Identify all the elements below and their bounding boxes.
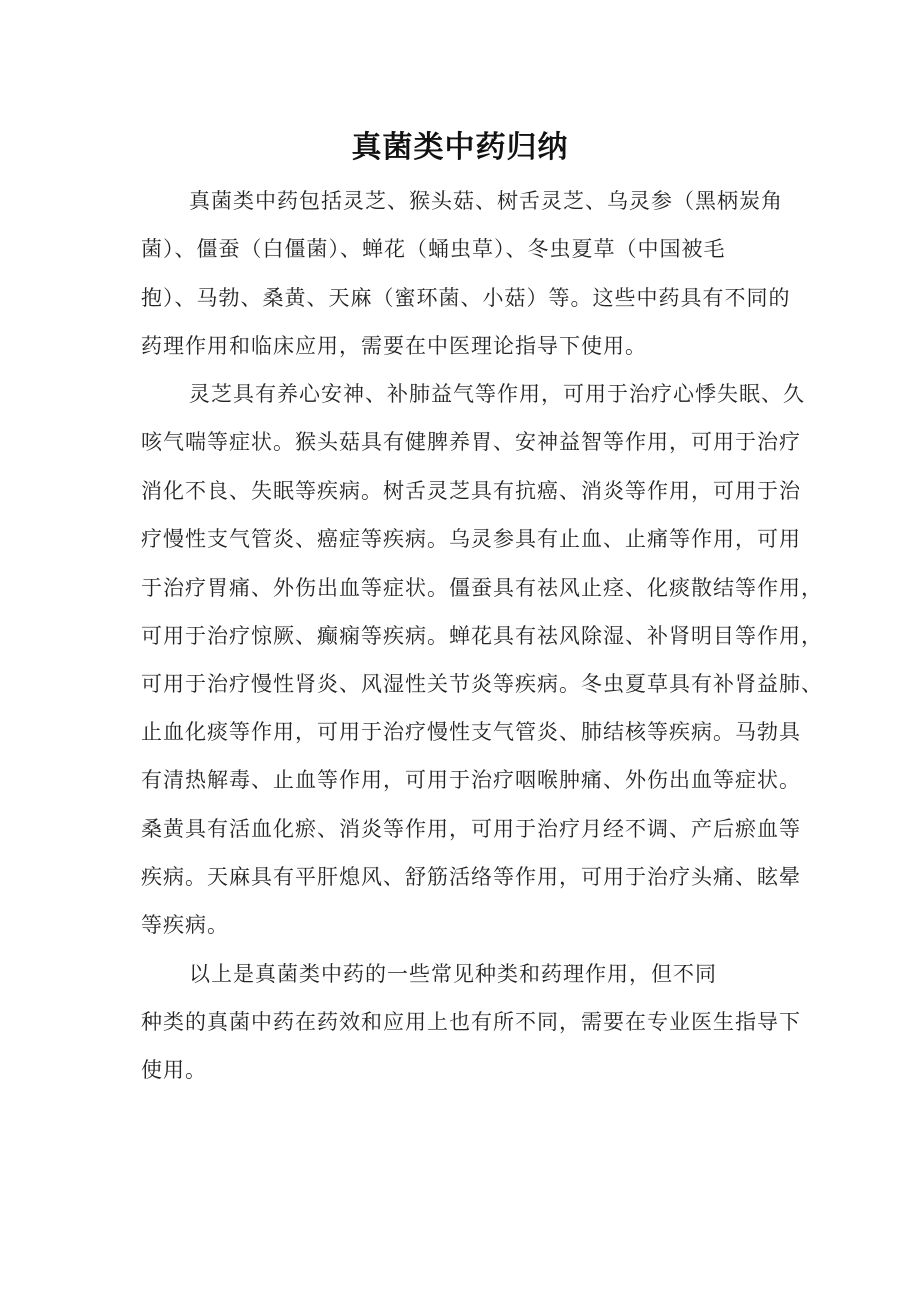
- paragraph-line: 桑黄具有活血化瘀、消炎等作用，可用于治疗月经不调、产后瘀血等: [141, 817, 801, 841]
- paragraph-line: 可用于治疗慢性肾炎、风湿性关节炎等疾病。冬虫夏草具有补肾益肺、: [141, 672, 823, 696]
- paragraph-line: 真菌类中药包括灵芝、猴头菇、树舌灵芝、乌灵参（黑柄炭角: [189, 189, 783, 213]
- paragraph-line: 于治疗胃痛、外伤出血等症状。僵蚕具有祛风止痉、化痰散结等作用，: [141, 576, 823, 600]
- paragraph-line: 有清热解毒、止血等作用，可用于治疗咽喉肿痛、外伤出血等症状。: [141, 768, 801, 792]
- paragraph-line: 消化不良、失眠等疾病。树舌灵芝具有抗癌、消炎等作用，可用于治: [141, 479, 801, 503]
- paragraph-line: 使用。: [141, 1058, 207, 1082]
- paragraph-line: 疾病。天麻具有平肝熄风、舒筋活络等作用，可用于治疗头痛、眩晕: [141, 865, 801, 889]
- paragraph-line: 止血化痰等作用，可用于治疗慢性支气管炎、肺结核等疾病。马勃具: [141, 720, 801, 744]
- document-title: 真菌类中药归纳: [351, 130, 569, 165]
- paragraph-line: 药理作用和临床应用，需要在中医理论指导下使用。: [141, 334, 647, 358]
- paragraph-line: 菌）、僵蚕（白僵菌）、蝉花（蛹虫草）、冬虫夏草（中国被毛: [141, 237, 726, 261]
- paragraph-line: 灵芝具有养心安神、补肺益气等作用，可用于治疗心悸失眠、久: [189, 382, 805, 406]
- paragraph-line: 咳气喘等症状。猴头菇具有健脾养胃、安神益智等作用，可用于治疗: [141, 430, 801, 454]
- paragraph-line: 以上是真菌类中药的一些常见种类和药理作用，但不同: [189, 962, 717, 986]
- paragraph-line: 疗慢性支气管炎、癌症等疾病。乌灵参具有止血、止痛等作用，可用: [141, 527, 801, 551]
- paragraph-line: 抱）、马勃、桑黄、天麻（蜜环菌、小菇）等。这些中药具有不同的: [141, 286, 791, 310]
- paragraph-line: 可用于治疗惊厥、癫痫等疾病。蝉花具有祛风除湿、补肾明目等作用，: [141, 624, 823, 648]
- paragraph-line: 等疾病。: [141, 913, 229, 937]
- paragraph-line: 种类的真菌中药在药效和应用上也有所不同，需要在专业医生指导下: [141, 1010, 801, 1034]
